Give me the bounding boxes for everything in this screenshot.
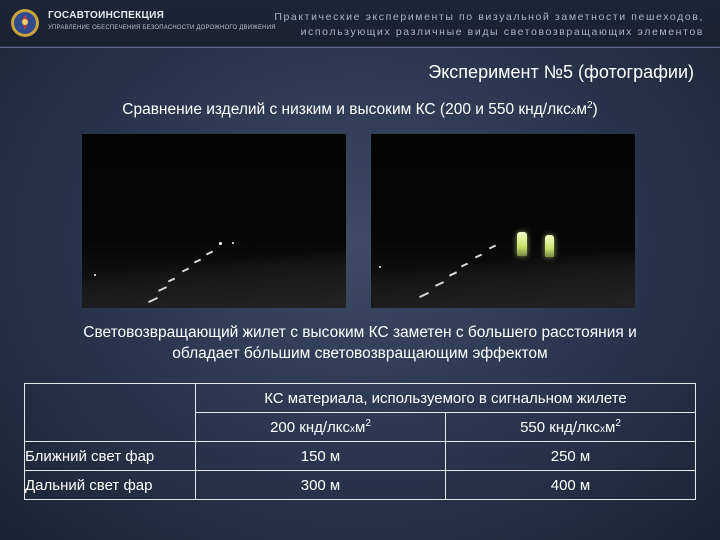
road-surface <box>82 238 346 308</box>
cell-high-beam-550: 400 м <box>445 471 695 500</box>
slide-subtitle <box>0 100 720 119</box>
header-bar <box>0 0 720 47</box>
column-header-550 <box>445 413 695 442</box>
header-divider <box>0 47 720 48</box>
conclusion-line1: Световозвращающий жилет с высоким КС заметен с большего расстояния и <box>83 324 637 341</box>
table-row <box>25 442 696 471</box>
table-header-row <box>25 384 696 413</box>
col1-x: х <box>350 424 356 435</box>
col1-label: 200 кнд/лкс <box>270 419 351 436</box>
subtitle-x: х <box>570 105 577 118</box>
col2-label: 550 кнд/лкс <box>520 419 601 436</box>
emblem-icon <box>10 8 40 38</box>
subtitle-text: Сравнение изделий с низким и высоким КС (200 и 550 кнд/лкс <box>122 101 571 119</box>
distant-light <box>232 242 234 244</box>
cell-low-beam-550: 250 м <box>445 442 695 471</box>
slide-title: Эксперимент №5 (фотографии) <box>428 62 694 82</box>
col1-m: м <box>355 419 366 436</box>
subtitle-sup: 2 <box>586 100 593 111</box>
header-title-line1: Практические эксперименты по визуальной заметности пешеходов, <box>274 11 704 23</box>
subtitle-m: м <box>576 101 587 119</box>
cell-low-beam-200: 150 м <box>196 442 446 471</box>
night-road-photo-low-ks <box>82 134 346 308</box>
cell-high-beam-200: 300 м <box>196 471 446 500</box>
org-subtitle: УПРАВЛЕНИЕ ОБЕСПЕЧЕНИЯ БЕЗОПАСНОСТИ ДОРОЖНОГО ДВИЖЕНИЯ <box>48 25 276 31</box>
row-label-high-beam: Дальний свет фар <box>25 471 196 500</box>
night-road-photo-high-ks <box>371 134 635 308</box>
distant-light <box>219 242 222 245</box>
col2-x: х <box>600 424 606 435</box>
conclusion-line2: обладает бо́льшим световозвращающим эффектом <box>172 345 548 362</box>
table-caption: КС материала, используемого в сигнальном жилете <box>196 384 696 413</box>
header-title <box>234 10 704 40</box>
table-row <box>25 471 696 500</box>
conclusion-text <box>0 322 720 364</box>
header-title-line2: использующих различные виды световозвращающих элементов <box>300 26 704 38</box>
col2-m: м <box>605 419 616 436</box>
roadside-reflector <box>94 274 96 276</box>
visibility-distance-table <box>24 383 696 500</box>
col1-sup: 2 <box>365 418 371 429</box>
roadside-reflector <box>379 266 381 268</box>
pedestrian-vest <box>517 232 527 256</box>
col2-sup: 2 <box>615 418 621 429</box>
table-corner-cell <box>25 384 196 442</box>
subtitle-close: ) <box>592 101 598 119</box>
road-surface <box>371 238 635 308</box>
row-label-low-beam: Ближний свет фар <box>25 442 196 471</box>
column-header-200 <box>196 413 446 442</box>
org-name: ГОСАВТОИНСПЕКЦИЯ <box>48 10 165 21</box>
pedestrian-vest <box>545 235 554 257</box>
